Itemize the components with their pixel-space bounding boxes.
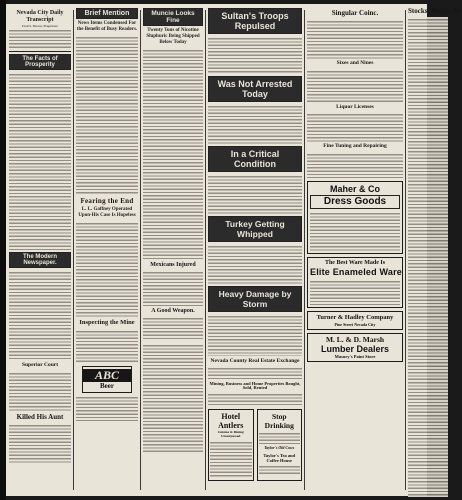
dress-goods-banner: Dress Goods [310,195,400,209]
column-4 [208,8,302,492]
column-2 [76,8,138,492]
best-ware-tagline: The Best Ware Made Is [324,259,386,266]
masthead-publisher: Fred S. Brown, Proprietor [22,24,58,28]
fearing-the-end-article [76,221,138,317]
maher-co-copy [310,211,400,251]
masthead-title: Nevada City Daily Transcript [16,10,64,23]
column-rule [73,10,74,490]
maher-co-advertisement [307,181,403,254]
brief-mention-subheading: News Items Condensed For the Benefit of Busy Readers. [76,21,138,32]
modern-newspaper-heading: The Modern Newspaper. [9,252,71,268]
turner-hadley-address: Pine Street Nevada City [334,321,376,327]
column-1 [9,8,71,492]
marsh-title: M. L. & D. Marsh [325,334,385,344]
abc-beer-advertisement [82,366,132,393]
advertisement-row [208,409,302,481]
brief-mention-heading: Brief Mention [76,8,138,19]
killed-his-aunt-article [9,423,71,463]
masury-paint-store: Masury's Paint Store [334,353,376,359]
column-rule [405,10,406,490]
singular-coincidence-heading: Singular Coinc. [331,9,379,17]
inspecting-mine-article [76,329,138,363]
turner-hadley-advertisement [307,311,403,330]
column-rule [304,10,305,490]
mexicans-injured-article [143,270,203,306]
marsh-lumber-advertisement [307,333,403,362]
mining-properties-article [208,392,302,406]
abc-ad-logo: ABC [83,369,131,382]
hotel-antlers-advertisement [208,409,254,481]
sultans-troops-heading: Sultan's Troops Repulsed [208,8,302,34]
column-rule [205,10,206,490]
mining-properties-heading: Mining, Business and Home Properties Bought, Sold, Rented [209,380,301,390]
was-not-arrested-heading: Was Not Arrested Today [208,76,302,102]
lumber-dealers-title: Lumber Dealers [320,343,390,354]
muncie-looks-fine-heading: Muncie Looks Fine [143,8,203,26]
turkey-getting-whipped-heading: Turkey Getting Whipped [208,216,302,242]
stocks-bonds-article [408,17,448,497]
stop-drinking-subtitle: Taylor's Old Cows [264,444,295,450]
muncie-subheading: Twenty Tons of Nicotine Sluphuric Being Shipped Below Today [146,28,200,45]
was-not-arrested-article [208,104,302,144]
a-good-weapon-heading: A Good Weapon. [151,308,195,314]
brief-mention-article [76,35,138,195]
elite-enameled-ware-advertisement [307,257,403,308]
liquor-licenses-heading: Liquor Licenses [336,103,374,110]
piano-tuning-article [307,152,403,178]
stocks-bonds-heading: Stocks, Bonds, &c [408,7,462,15]
muncie-article [143,48,203,260]
singular-coincidence-article [307,19,403,59]
hotel-antlers-copy [210,440,252,478]
column-rule [140,10,141,490]
inspecting-mine-heading: Inspecting the Mine [79,319,135,326]
a-good-weapon-article [143,316,203,340]
taylors-tea-title: Taylor's Tea and Coffee House [263,452,296,463]
beer-ad-label: Beer [100,381,114,390]
abc-ad-copy [76,395,138,421]
sixes-and-nines-article [307,69,403,103]
real-estate-article [208,366,302,380]
column-6-cropped [408,7,462,492]
hotel-antlers-subtitle: Cuisine & Dining Unsurpassed [217,429,244,438]
maher-co-title: Maher & Co [329,183,380,194]
facts-of-prosperity-article [9,72,71,250]
fearing-the-end-subheading: L. L. Gaffney Operated Upon-His Case Is Hopeless [78,207,136,218]
turner-hadley-title: Turner & Hadley Company [316,313,394,321]
taylors-tea-copy [259,464,301,474]
stop-drinking-advertisement [257,409,303,481]
elite-enameled-ware-title: Elite Enameled Ware [310,266,402,277]
modern-newspaper-article [9,270,71,360]
stop-drinking-copy [259,431,301,445]
column-3 [143,8,203,492]
elite-ware-copy [310,279,400,305]
facts-of-prosperity-heading: The Facts of Prosperity [9,54,71,70]
superior-court-article [9,371,71,411]
subscription-terms-block [9,28,71,50]
killed-his-aunt-heading: Killed His Aunt [16,412,64,421]
sixes-and-nines-heading: Sixes and Nines [336,60,374,66]
column-3-lower-article [143,343,203,453]
turkey-article [208,244,302,284]
hotel-antlers-title: Hotel Antlers [218,411,244,430]
liquor-licenses-article [307,112,403,142]
superior-court-heading: Superior Court [21,362,59,368]
fearing-the-end-heading: Fearing the End [80,197,134,205]
sultans-troops-article [208,36,302,74]
column-5 [307,8,403,492]
heavy-damage-article [208,314,302,356]
heavy-damage-heading: Heavy Damage by Storm [208,286,302,312]
critical-condition-article [208,174,302,214]
mexicans-injured-heading: Mexicans Injured [150,262,196,268]
stop-drinking-title: Stop Drinking [264,411,294,430]
real-estate-exchange-heading: Nevada County Real Estate Exchange [210,358,300,364]
divider [9,51,71,52]
newspaper-page [6,4,462,496]
piano-tuning-heading: Fine Tuning and Repairing [323,143,387,149]
critical-condition-heading: In a Critical Condition [208,146,302,172]
